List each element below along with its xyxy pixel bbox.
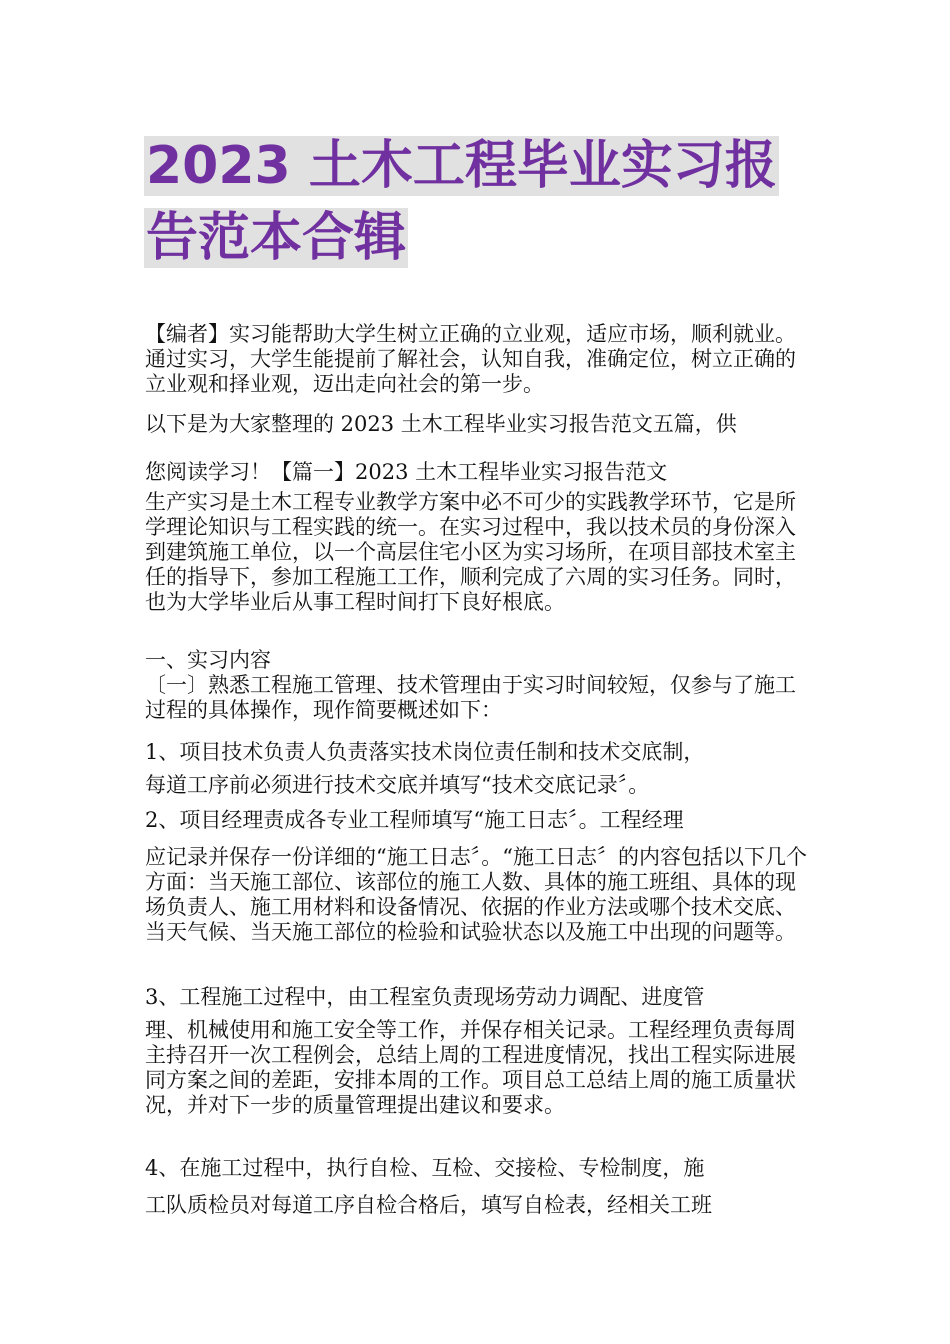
list-item-3-continuation: 理、机械使用和施工安全等工作，并保存相关记录。工程经理负责每周主持召开一次工程例会，总结上周的工程进度情况，找出工程实际进展同方案之间的差距，安排本周的工作。项目总工总结上周的施工质量状况，并对下一步的质量管理提出建议和要求。 (145, 1018, 796, 1117)
title-line-2: 告范本合辑 (146, 208, 407, 268)
body-paragraph: 生产实习是土木工程专业教学方案中必不可少的实践教学环节，它是所学理论知识与工程实践的统一。在实习过程中，我以技术员的身份深入到建筑施工单位，以一个高层住宅小区为实习场所，在项目部技术室主任的指导下，参加工程施工工作，顺利完成了六周的实习任务。同时，也为大学毕业后从事工程时间打下良好根底。 (145, 490, 796, 614)
list-item-4-continuation: 工队质检员对每道工序自检合格后，填写自检表，经相关工班 (145, 1193, 712, 1217)
document-title (144, 130, 814, 274)
intro-paragraph-continuation: 您阅读学习！【篇一】2023 土木工程毕业实习报告范文 (145, 460, 668, 484)
list-item-2-continuation: 应记录并保存一份详细的“施工日志〞。“施工日志〞的内容包括以下几个方面：当天施工部位、该部位的施工人数、具体的施工班组、具体的现场负责人、施工用材料和设备情况、依据的作业方法或哪个技术交底、当天气候、当天施工部位的检验和试验状态以及施工中出现的问题等。 (145, 845, 807, 944)
title-line-1: 2023 土木工程毕业实习报 (146, 136, 777, 196)
list-item-1-continuation: 每道工序前必须进行技术交底并填写“技术交底记录〞。 (145, 773, 650, 797)
list-item-1: 1、项目技术负责人负责落实技术岗位责任制和技术交底制， (145, 740, 705, 764)
editor-note-paragraph: 【编者】实习能帮助大学生树立正确的立业观，适应市场，顺利就业。通过实习，大学生能提前了解社会，认知自我，准确定位，树立正确的立业观和择业观，迈出走向社会的第一步。 (145, 322, 796, 396)
section-heading: 一、实习内容 (145, 648, 271, 672)
body-paragraph: 〔一〕熟悉工程施工管理、技术管理由于实习时间较短，仅参与了施工过程的具体操作，现作简要概述如下： (145, 673, 796, 722)
list-item-2: 2、项目经理责成各专业工程师填写“施工日志〞。工程经理 (145, 808, 684, 832)
list-item-4: 4、在施工过程中，执行自检、互检、交接检、专检制度，施 (145, 1156, 705, 1180)
intro-paragraph-line: 以下是为大家整理的 2023 土木工程毕业实习报告范文五篇，供 (145, 412, 737, 436)
list-item-3: 3、工程施工过程中，由工程室负责现场劳动力调配、进度管 (145, 985, 705, 1009)
